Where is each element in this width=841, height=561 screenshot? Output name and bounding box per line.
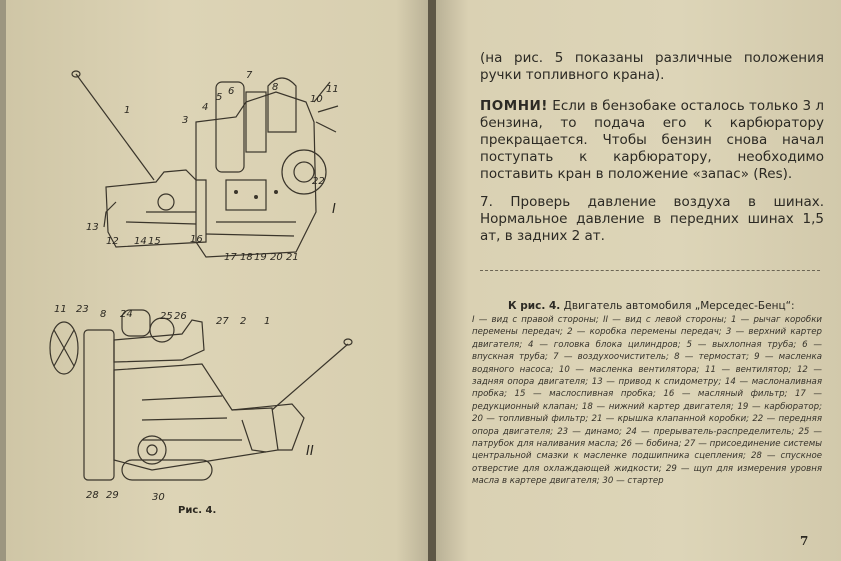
engine-left-side-drawing <box>42 300 362 495</box>
callout-top: 12 <box>106 236 119 247</box>
callout-bottom: 27 <box>216 316 229 327</box>
callout-bottom: 28 <box>86 490 99 501</box>
callout-bottom: 2 <box>240 316 247 327</box>
callout-top: 19 <box>254 252 267 263</box>
callout-top: 17 <box>224 252 237 263</box>
callout-top: 11 <box>326 84 339 95</box>
view-label-right: I <box>332 202 336 217</box>
callout-top: 21 <box>286 252 299 263</box>
page-number: 7 <box>800 534 809 548</box>
remember-body: Если в бензобаке осталось только 3 л бензина, то подача его к карбюратору прекращается. Чтобы бензин снова начал поступать к карбюратору, необходимо поставить кран в положение «запас» (Res). <box>480 98 824 182</box>
callout-top: 18 <box>240 252 253 263</box>
callout-top: 5 <box>216 92 223 103</box>
left-page <box>6 0 430 561</box>
view-label-left: II <box>306 444 314 459</box>
callout-bottom: 26 <box>174 311 187 322</box>
callout-bottom: 30 <box>152 492 165 503</box>
callout-bottom: 23 <box>76 304 89 315</box>
figure-legend-title <box>480 300 824 312</box>
section-divider <box>480 270 820 271</box>
callout-top: 10 <box>310 94 323 105</box>
right-page <box>436 0 841 561</box>
callout-bottom: 24 <box>120 309 133 320</box>
callout-bottom: 25 <box>160 311 173 322</box>
callout-top: 22 <box>312 176 325 187</box>
figure-legend-body: I — вид с правой стороны; II — вид с левой стороны; 1 — рычаг коробки перемены передач; 2 — коробка перемены передач; 3 — верхний картер двигателя; 4 — головка блока цилиндров; 5 — выхлопная труба; 6 — впускная труба; 7 — воздухоочиститель; 8 — термостат; 9 — масленка водяного насоса; 10 — масленка вентилятора; 11 — вентилятор; 12 — задняя опора двигателя; 13 — привод к спидометру; 14 — маслоналивная пробка; 15 — маслоспивная пробка; 16 — масляный фильтр; 17 — редукционный клапан; 18 — нижний картер двигателя; 19 — карбюратор; 20 — топливный фильтр; 21 — крышка клапанной коробки; 22 — передняя опора двигателя; 23 — динамо; 24 — прерыватель-распределитель; 25 — патрубок для наливания масла; 26 — бобина; 27 — присоединение системы центральной смазки к масленке подшипника сцепления; 28 — спускное отверстие для охлаждающей жидкости; 29 — щуп для измерения уровня масла в картере двигателя; 30 — стартер <box>472 315 822 487</box>
callout-top: 4 <box>202 102 209 113</box>
callout-bottom: 29 <box>106 490 119 501</box>
callout-top: 7 <box>246 70 253 81</box>
callout-top: 20 <box>270 252 283 263</box>
callout-bottom: 8 <box>100 309 107 320</box>
callout-top: 8 <box>272 82 279 93</box>
callout-top: 3 <box>182 115 189 126</box>
paragraph-fuel-valve: (на рис. 5 показаны различные положения ручки топливного крана). <box>480 50 824 83</box>
callout-top: 14 <box>134 236 147 247</box>
callout-top: 15 <box>148 236 161 247</box>
paragraph-tire-pressure: 7. Проверь давление воздуха в шинах. Нормальное давление в передних шинах 1,5 ат, в задних 2 ат. <box>480 194 824 244</box>
callout-bottom: 1 <box>264 316 271 327</box>
paragraph-remember <box>480 98 824 183</box>
callout-top: 6 <box>228 86 235 97</box>
callout-bottom: 11 <box>54 304 67 315</box>
callout-top: 1 <box>124 105 131 116</box>
remember-heading: ПОМНИ! <box>480 98 548 114</box>
figure-legend-label: К рис. 4. <box>508 300 561 312</box>
figure-caption: Рис. 4. <box>178 505 217 516</box>
callout-top: 16 <box>190 234 203 245</box>
callout-top: 13 <box>86 222 99 233</box>
figure-legend-heading: Двигатель автомобиля „Мерседес-Бенц“: <box>560 300 795 312</box>
